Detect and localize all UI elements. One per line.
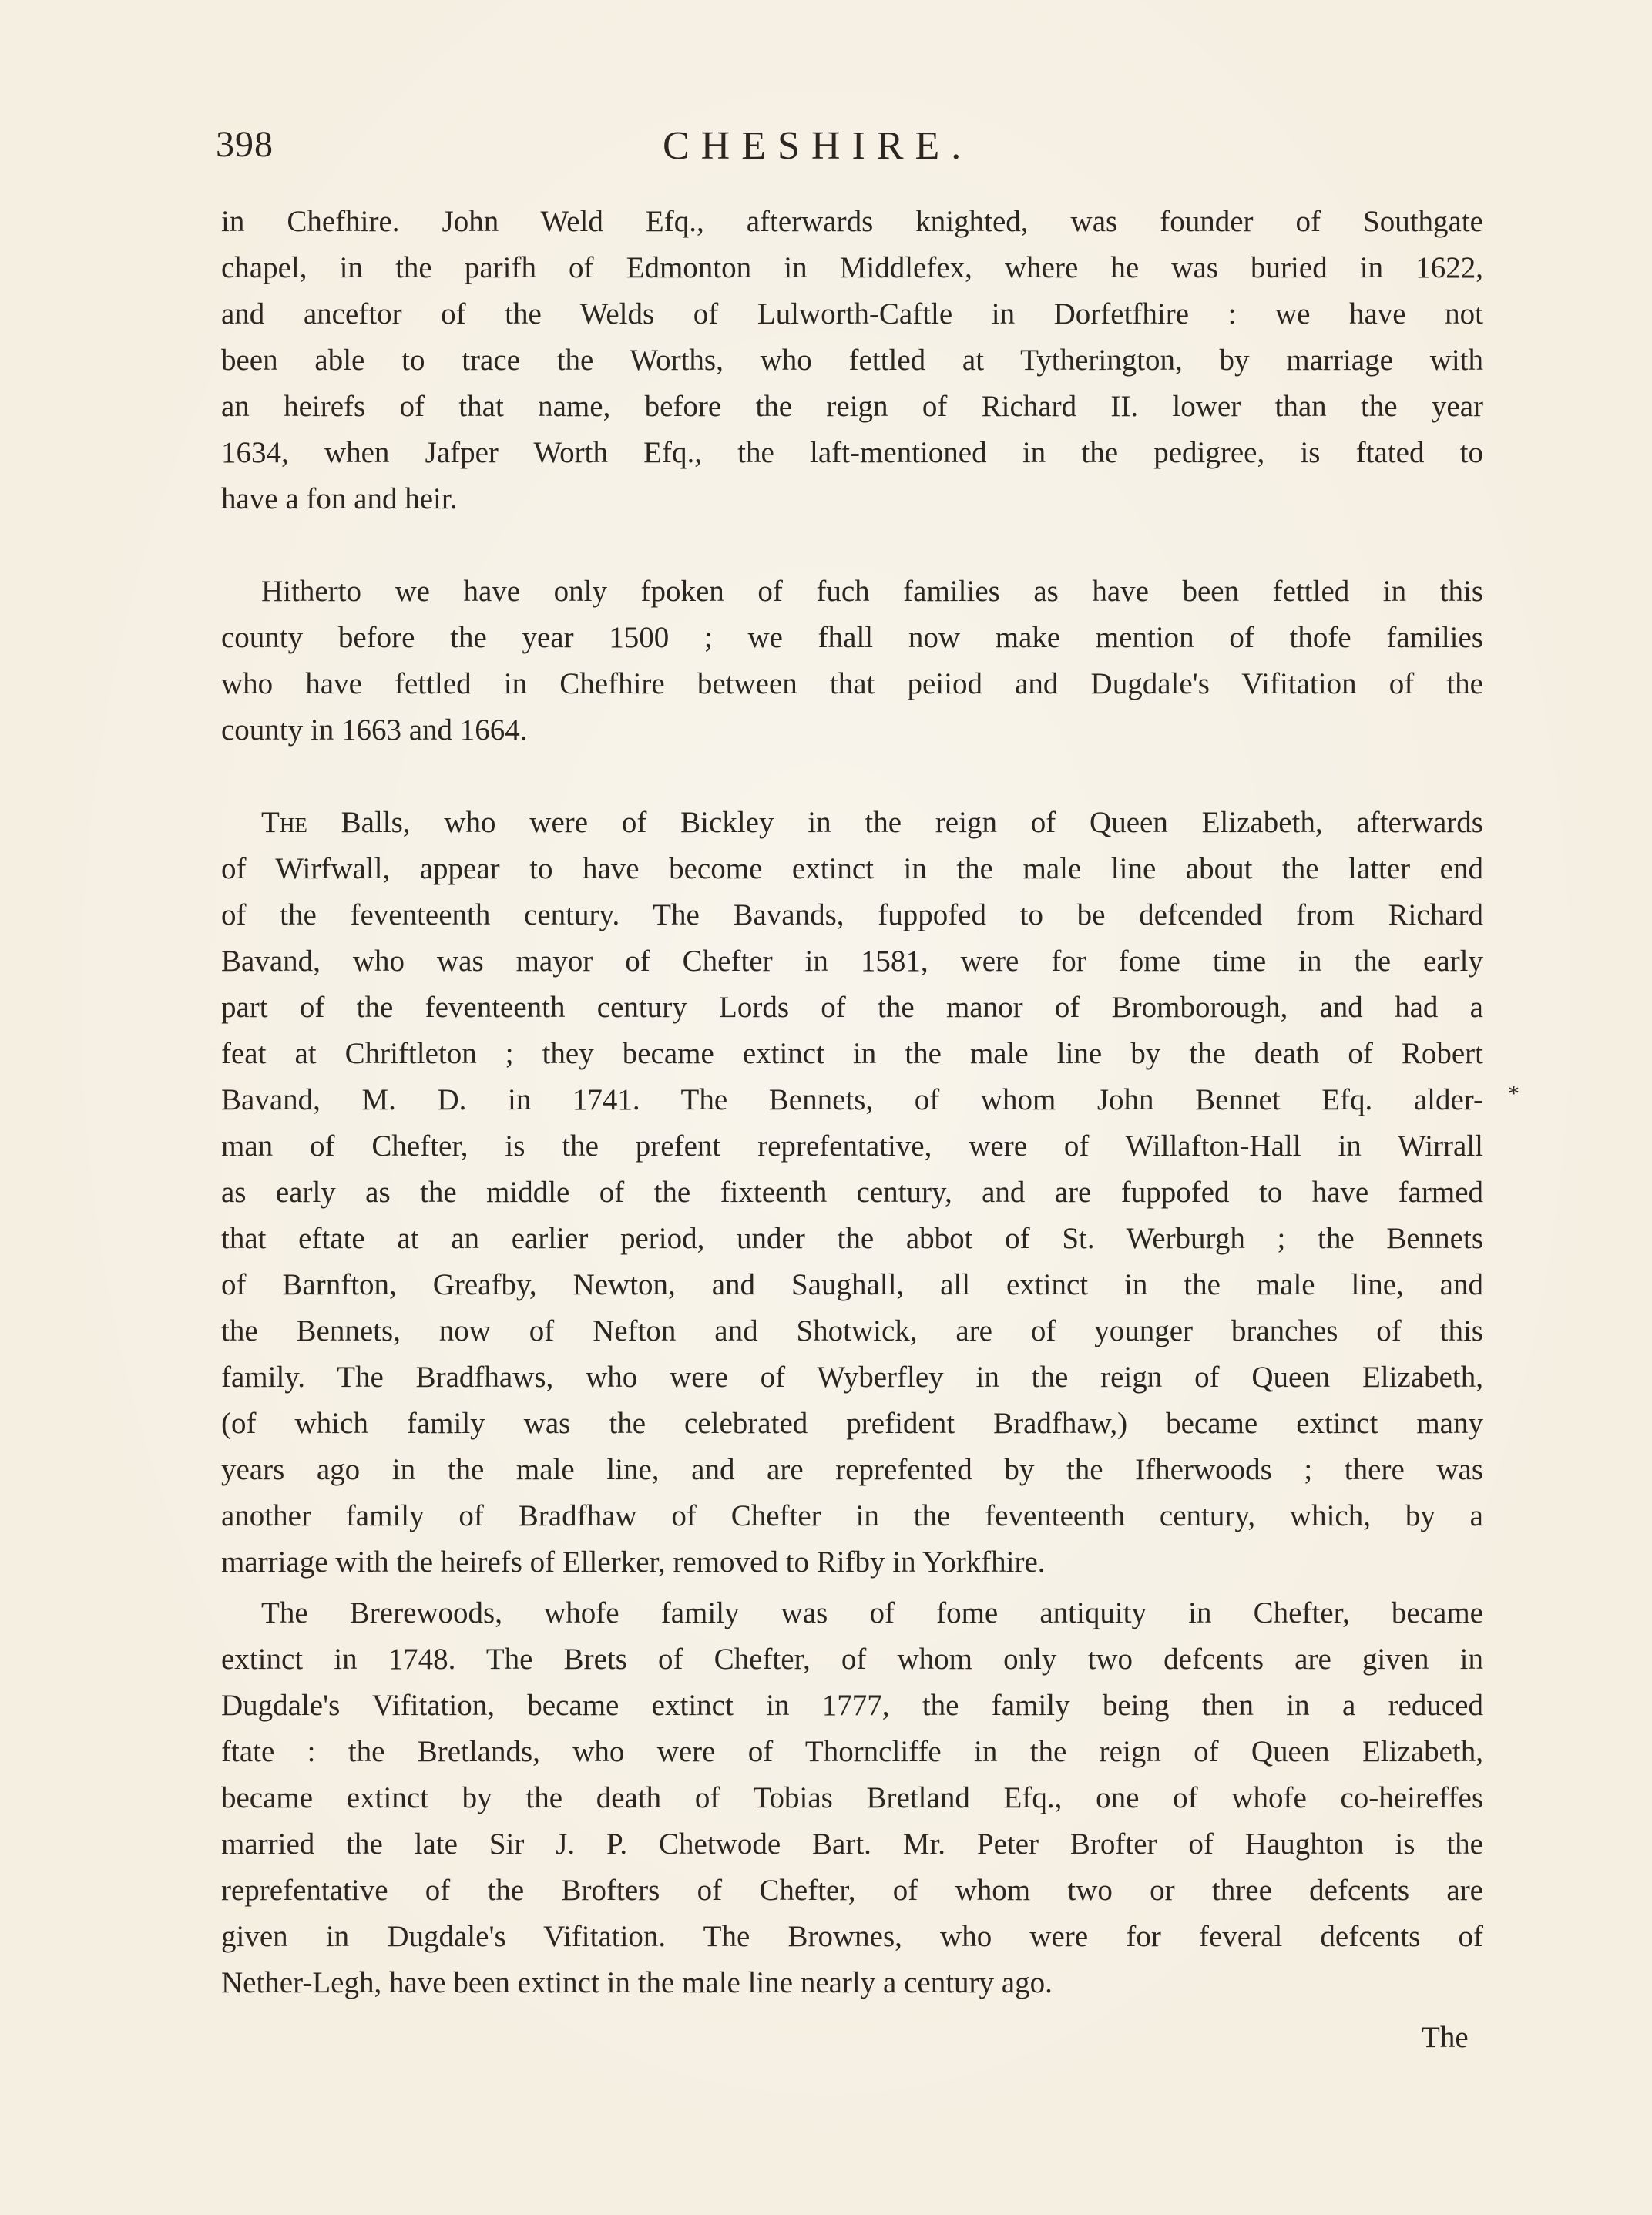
text-line: Bavand, M. D. in 1741. The Bennets, of whom John Bennet Efq. alder-	[221, 1083, 1483, 1116]
text-line: chapel, in the parifh of Edmonton in Middlefex, where he was buried in 1622,	[221, 251, 1483, 284]
text-line: county before the year 1500 ; we fhall now make mention of thofe families	[221, 621, 1483, 654]
text-line: have a fon and heir.	[221, 482, 458, 515]
text-line: of the feventeenth century. The Bavands, fuppofed to be defcended from Richard	[221, 898, 1483, 931]
page-header	[216, 123, 1479, 177]
text-line: part of the feventeenth century Lords of the manor of Bromborough, and had a	[221, 991, 1483, 1024]
text-line: and anceftor of the Welds of Lulworth-Caftle in Dorfetfhire : we have not	[221, 297, 1483, 331]
text-line: man of Chefter, is the prefent reprefentative, were of Willafton-Hall in Wirrall	[221, 1129, 1483, 1163]
text-line: years ago in the male line, and are reprefented by the Ifherwoods ; there was	[221, 1453, 1483, 1486]
page-text	[221, 199, 1483, 2006]
text-line: of Wirfwall, appear to have become extinct in the male line about the latter end	[221, 852, 1483, 885]
paragraph-2	[221, 569, 1483, 753]
paragraph-gap	[221, 522, 1483, 569]
text-line: given in Dugdale's Vifitation. The Brownes, who were for feveral defcents of	[221, 1920, 1483, 1953]
text-line: who have fettled in Chefhire between that peiiod and Dugdale's Vifitation of the	[221, 667, 1483, 700]
text-line: Dugdale's Vifitation, became extinct in 1777, the family being then in a reduced	[221, 1689, 1483, 1722]
page-number: 398	[216, 124, 274, 165]
text-line: extinct in 1748. The Brets of Chefter, of whom only two defcents are given in	[221, 1643, 1483, 1676]
paragraph-3	[221, 800, 1483, 1586]
text-line: reprefentative of the Brofters of Chefter, of whom two or three defcents are	[221, 1874, 1483, 1907]
text-line: been able to trace the Worths, who fettled at Tytherington, by marriage with	[221, 344, 1483, 377]
small-caps-opening: The	[261, 806, 307, 839]
text-line: as early as the middle of the fixteenth century, and are fuppofed to have farmed	[221, 1176, 1483, 1209]
text-line: ftate : the Bretlands, who were of Thorncliffe in the reign of Queen Elizabeth,	[221, 1735, 1483, 1768]
text-line: family. The Bradfhaws, who were of Wyberfley in the reign of Queen Elizabeth,	[221, 1361, 1483, 1394]
text-line: county in 1663 and 1664.	[221, 713, 528, 747]
text-line: in Chefhire. John Weld Efq., afterwards knighted, was founder of Southgate	[221, 205, 1483, 238]
text-line: Bavand, who was mayor of Chefter in 1581, were for fome time in the early	[221, 945, 1483, 978]
text-line: Hitherto we have only fpoken of fuch families as have been fettled in this	[261, 575, 1483, 608]
text-line: Nether-Legh, have been extinct in the male line nearly a century ago.	[221, 1966, 1053, 1999]
text-line: feat at Chriftleton ; they became extinct in the male line by the death of Robert	[221, 1037, 1483, 1070]
paragraph-gap	[221, 753, 1483, 800]
text-line: marriage with the heirefs of Ellerker, removed to Rifby in Yorkfhire.	[221, 1545, 1046, 1579]
text-line: the Bennets, now of Nefton and Shotwick, are of younger branches of this	[221, 1314, 1483, 1347]
running-head: CHESHIRE.	[663, 124, 973, 168]
text-line: became extinct by the death of Tobias Bretland Efq., one of whofe co-heireffes	[221, 1781, 1483, 1814]
text-line: (of which family was the celebrated prefident Bradfhaw,) became extinct many	[221, 1407, 1483, 1440]
text-line: of Barnfton, Greafby, Newton, and Saughall, all extinct in the male line, and	[221, 1268, 1483, 1301]
text-line	[221, 800, 1483, 846]
text-line: another family of Bradfhaw of Chefter in the feventeenth century, which, by a	[221, 1499, 1483, 1532]
margin-mark: *	[1508, 1081, 1519, 1106]
text-line: The Brerewoods, whofe family was of fome antiquity in Chefter, became	[261, 1596, 1483, 1629]
catchword: The	[1422, 2021, 1469, 2054]
text-line: an heirefs of that name, before the reign of Richard II. lower than the year	[221, 390, 1483, 423]
text-line: 1634, when Jafper Worth Efq., the laft-mentioned in the pedigree, is ftated to	[221, 436, 1483, 469]
text-line: married the late Sir J. P. Chetwode Bart. Mr. Peter Brofter of Haughton is the	[221, 1827, 1483, 1861]
first-line-text: Balls, who were of Bickley in the reign of Queen Elizabeth, afterwards	[307, 806, 1483, 839]
paragraph-4	[221, 1590, 1483, 2006]
paragraph-1	[221, 199, 1483, 522]
text-line: that eftate at an earlier period, under the abbot of St. Werburgh ; the Bennets	[221, 1222, 1483, 1255]
